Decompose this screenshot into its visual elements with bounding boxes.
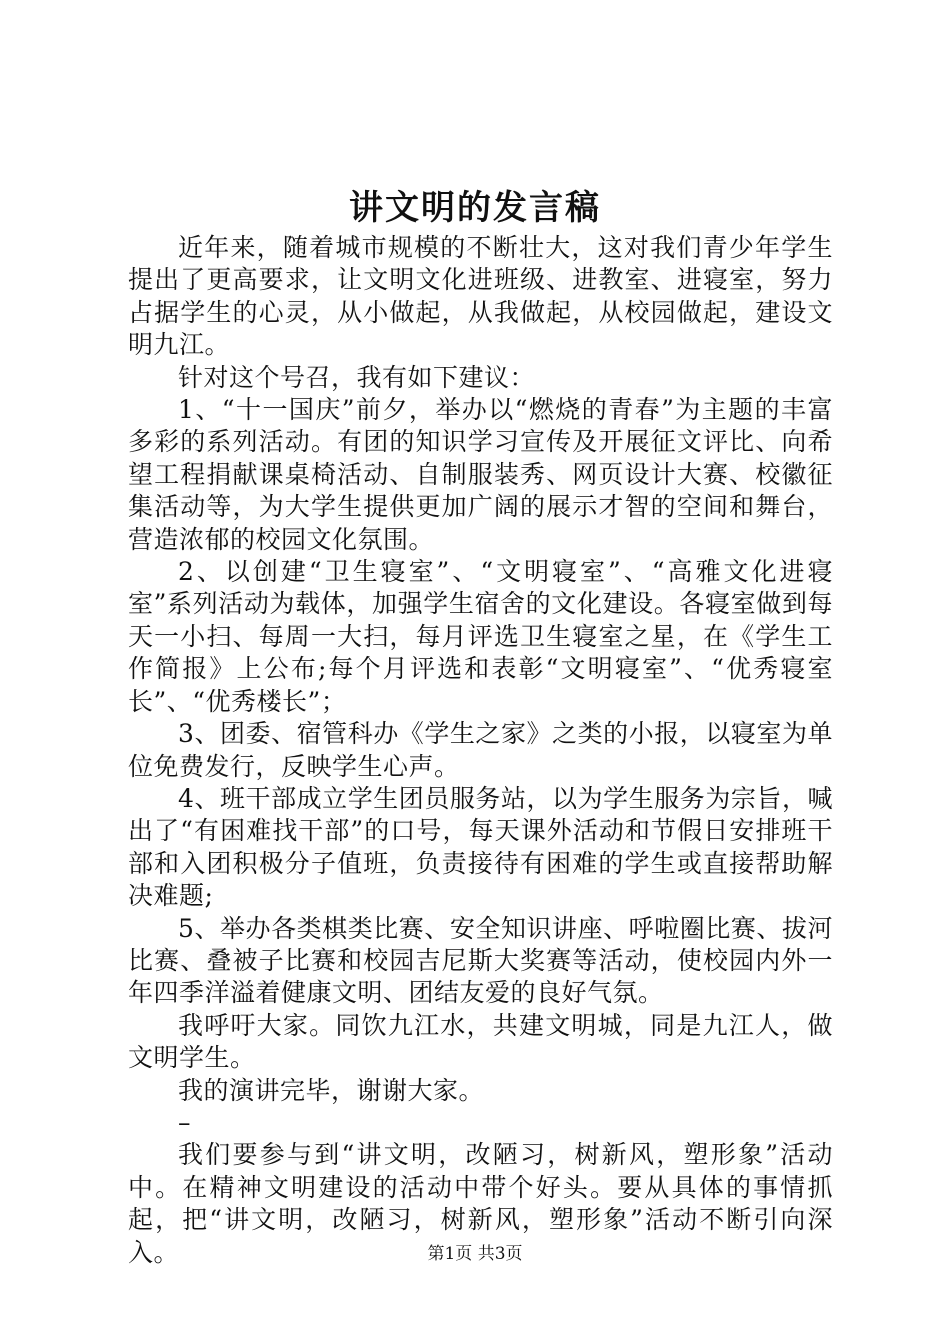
paragraph-proposal-lead: 针对这个号召，我有如下建议：: [178, 362, 536, 392]
paragraph-item-4: 4、班干部成立学生团员服务站，以为学生服务为宗旨，喊出了“有困难找干部”的口号，每天课外活动和节假日安排班干部和入团积极分子值班，负责接待有困难的学生或直接帮助解决难题;: [128, 783, 833, 911]
paragraph-item-2: 2、以创建“卫生寝室”、“文明寝室”、“高雅文化进寝室”系列活动为载体，加强学生宿舍的文化建设。各寝室做到每天一小扫、每周一大扫，每月评选卫生寝室之星，在《学生工作简报》上公布;每个月评选和表彰“文明寝室”、“优秀寝室长”、“优秀楼长”；: [128, 557, 833, 716]
paragraph-separator: –: [178, 1107, 191, 1137]
paragraph-extra: 我们要参与到“讲文明，改陋习，树新风，塑形象”活动中。在精神文明建设的活动中带个好头。要从具体的事情抓起，把“讲文明，改陋习，树新风，塑形象”活动不断引向深入。: [128, 1140, 833, 1267]
paragraph-item-1: 1、“十一国庆”前夕，举办以“燃烧的青春”为主题的丰富多彩的系列活动。有团的知识学习宣传及开展征文评比、向希望工程捐献课桌椅活动、自制服装秀、网页设计大赛、校徽征集活动等，为大学生提供更加广阔的展示才智的空间和舞台，营造浓郁的校园文化氛围。: [128, 395, 833, 554]
paragraph-item-3: 3、团委、宿管科办《学生之家》之类的小报，以寝室为单位免费发行，反映学生心声。: [128, 719, 833, 781]
document-body: [128, 232, 833, 1269]
paragraph-item-5: 5、举办各类棋类比赛、安全知识讲座、呼啦圈比赛、拔河比赛、叠被子比赛和校园吉尼斯大奖赛等活动，使校园内外一年四季洋溢着健康文明、团结友爱的良好气氛。: [128, 913, 833, 1008]
paragraph-intro: 近年来，随着城市规模的不断壮大，这对我们青少年学生提出了更高要求，让文明文化进班级、进教室、进寝室，努力占据学生的心灵，从小做起，从我做起，从校园做起，建设文明九江。: [128, 233, 833, 360]
paragraph-appeal: 我呼吁大家。同饮九江水，共建文明城，同是九江人，做文明学生。: [128, 1010, 833, 1073]
paragraph-closing: 我的演讲完毕，谢谢大家。: [178, 1075, 485, 1105]
page-footer: 第1页 共3页: [427, 1244, 523, 1264]
document-title: 讲文明的发言稿: [349, 188, 601, 228]
